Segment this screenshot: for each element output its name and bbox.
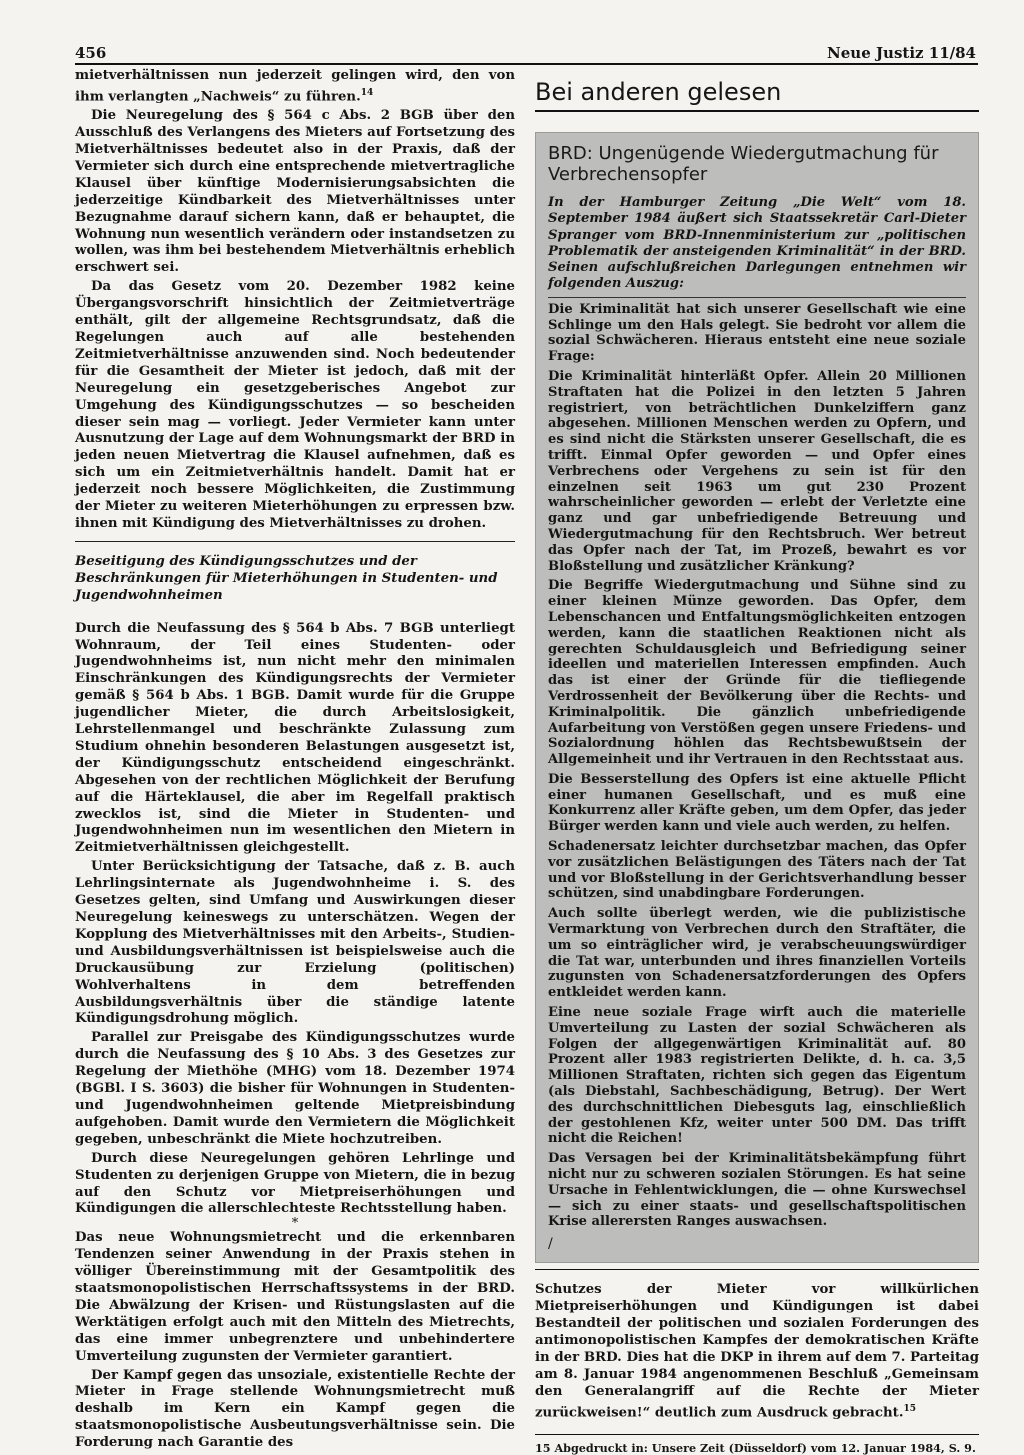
footnote-ref: 15 (903, 1403, 916, 1414)
box-paragraph: Die Kriminalität hinterläßt Opfer. Allein 20 Millionen Straftaten hat die Polizei in den letzten 5 Jahren registriert, von beträchtlichen Dunkelziffern ganz abgesehen. Millionen Menschen werden zu Opfern, und es sind nicht die Stärksten unserer Gesellschaft, die es trifft. Einmal Opfer geworden — und Opfer eines Verbrechens oder Vergehens zu sein ist für den einzelnen seit 1963 um gut 230 Prozent wahrscheinlicher geworden — erlebt der Verletzte eine ganz und gar unbefriedigende Betreuung und Wiedergutmachung für den Rechtsbruch. Wer betreut das Opfer nach der Tat, im Prozeß, bewahrt es vor Bloßstellung und zusätzlicher Kränkung? (548, 368, 966, 574)
section-heading: Beseitigung des Kündigungsschutzes und der Beschränkungen für Mieterhöhungen in Studenten- und Jugendwohnheimen (75, 553, 498, 603)
box-bottom-rule (535, 1269, 979, 1270)
paragraph: Das neue Wohnungsmietrecht und die erkennbaren Tendenzen seiner Anwendung in der Praxis stehen in völliger Übereinstimmung mit der Gesamtpolitik des staatsmonopolistischen Herrschaftssystems in der BRD. Die Abwälzung der Krisen- und Rüstungslasten auf die Werktätigen erfolgt auch mit den Mitteln des Mietrechts, das eine immer unbegrenztere und unbehindertere Umverteilung zugunsten der Vermieter garantiert. (75, 1230, 515, 1364)
left-column (75, 68, 515, 1452)
paragraph: Da das Gesetz vom 20. Dezember 1982 keine Übergangsvorschrift hinsichtlich der Zeitmietverträge enthält, gilt der allgemeine Rechtsgrundsatz, daß die Regelungen auch auf alle bestehenden Zeitmietverhältnisse anzuwenden sind. Noch bedeutender für die Gesamtheit der Mieter ist jedoch, daß mit der Neuregelung ein gesetzgeberisches Angebot zur Umgehung des Kündigungsschutzes — so bescheiden dieser sein mag — vorliegt. Jeder Vermieter kann unter Ausnutzung der Lage auf dem Wohnungsmarkt der BRD in jeden neuen Mietvertrag die Klausel aufnehmen, daß es sich um ein Zeitmietverhältnis handelt. Damit hat er jederzeit noch bessere Möglichkeiten, die Zustimmung der Mieter zu weiteren Mieterhöhungen zu erpressen bzw. ihnen mit Kündigung des Mietverhältnisses zu drohen. (75, 279, 515, 531)
paragraph: Die Neuregelung des § 564 c Abs. 2 BGB über den Ausschluß des Verlangens des Mieters auf Fortsetzung des Mietverhältnisses bedeutet also in der Praxis, daß der Vermieter sich durch eine entsprechende mietvertragliche Klausel über künftige Modernisierungsabsichten die jederzeitige Kündbarkeit des Mietverhältnisses unter Bezugnahme darauf sichern kann, daß er behauptet, die Wohnung nun wesentlich verändern oder instandsetzen zu wollen, was ihm bei bestehendem Mietverhältnis erheblich erschwert sei. (75, 108, 515, 276)
section-rule (75, 541, 515, 542)
right-column (535, 68, 979, 1455)
box-paragraph: Die Besserstellung des Opfers ist eine aktuelle Pflicht einer humanen Gesellschaft, und es muß eine Konkurrenz aller Kräfte geben, um dem Opfer, das jeder Bürger werden kann und viele auch werden, zu helfen. (548, 771, 966, 835)
paragraph-text: Schutzes der Mieter vor willkürlichen Mietpreiserhöhungen und Kündigungen ist dabei Bestandteil der politischen und sozialen Forderungen des antimonopolistischen Kampfes der demokratischen Kräfte in der BRD. Dies hat die DKP in ihrem auf dem 7. Parteitag am 8. Januar 1984 angenommenen Beschluß „Gemeinsam den Generalangriff auf die Rechte der Mieter zurückweisen!“ deutlich zum Ausdruck gebracht. (535, 1282, 979, 1420)
paragraph: Der Kampf gegen das unsoziale, existentielle Rechte der Mieter in Frage stellende Wohnungsmietrecht muß deshalb im Kern ein Kampf gegen die staatsmonopolistische Ausbeutungsverhältnisse sein. Die Forderung nach Garantie des (75, 1367, 515, 1451)
rubric-rule (535, 110, 979, 112)
box-intro-rule (548, 297, 966, 298)
paragraph (535, 1282, 979, 1422)
box-intro: In der Hamburger Zeitung „Die Welt“ vom 18. September 1984 äußert sich Staatssekretär Carl-Dieter Spranger vom BRD-Innenministerium zur „politischen Problematik der ansteigenden Kriminalität“ in der BRD. Seinen aufschlußreichen Darlegungen entnehmen wir folgenden Auszug: (548, 195, 966, 292)
rubric-title: Bei anderen gelesen (535, 78, 782, 106)
separator-asterisk: * (291, 1216, 299, 1232)
page-number: 456 (75, 44, 107, 62)
box-paragraph: Die Begriffe Wiedergutmachung und Sühne sind zu einer kleinen Münze geworden. Das Opfer, dem Lebenschancen und Entfaltungsmöglichkeiten entzogen werden, kann die staatlichen Reaktionen nicht als gerechten Schuldausgleich und Befriedigung seiner ideellen und materiellen Interessen empfinden. Auch das ist einer der Gründe für die tiefliegende Verdrossenheit der Bevölkerung über die Rechts- und Kriminalpolitik. Die gänzlich unbefriedigende Aufarbeitung von Verstößen gegen unsere Friedens- und Sozialordnung höhlen das Rechtsbewußtsein der Allgemeinheit und ihr Vertrauen in den Rechtsstaat aus. (548, 578, 966, 768)
box-paragraph: Schadenersatz leichter durchsetzbar machen, das Opfer vor zusätzlichen Belästigungen des Täters nach der Tat und vor Bloßstellung in der Gerichtsverhandlung besser schützen, sind unabdingbare Forderungen. (548, 839, 966, 902)
paragraph: Durch die Neufassung des § 564 b Abs. 7 BGB unterliegt Wohnraum, der Teil eines Studenten- oder Jugendwohnheims ist, nun nicht mehr den minimalen Einschränkungen des Kündigungsrechts der Vermieter gemäß § 564 b Abs. 1 BGB. Damit wurde für die Gruppe jugendlicher Mieter, die durch Arbeitslosigkeit, Lehrstellenmangel und beschränkte Zulassung zum Studium ohnehin besonderen Belastungen ausgesetzt ist, der Kündigungsschutz entscheidend eingeschränkt. Abgesehen von der rechtlichen Möglichkeit der Berufung auf die Härteklausel, die aber im Regelfall praktisch zwecklos ist, sind die Mieter in Studenten- und Jugendwohnheimen nun im wesentlichen den Mietern in Zeitmietverhältnissen gleichgestellt. (75, 620, 515, 856)
footnote-ref: 14 (360, 87, 374, 98)
quote-box (535, 132, 979, 1263)
paragraph: Parallel zur Preisgabe des Kündigungsschutzes wurde durch die Neufassung des § 10 Abs. 3 des Gesetzes zur Regelung der Miethöhe (MHG) vom 18. Dezember 1974 (BGBl. I S. 3603) die bisher für Wohnungen in Studenten- und Jugendwohnheimen geltende Mietpreisbindung aufgehoben. Damit wurde den Vermietern die Möglichkeit gegeben, unbeschränkt die Miete hochzutreiben. (75, 1030, 515, 1147)
box-paragraph: Das Versagen bei der Kriminalitätsbekämpfung führt nicht nur zu schweren sozialen Störungen. Es hat seine Ursache in Fehlentwicklungen, die — ohne Kurswechsel — sich zu einer staats- und gesellschaftspolitischen Krise allerersten Ranges auswachsen. (548, 1151, 966, 1230)
paragraph: Unter Berücksichtigung der Tatsache, daß z. B. auch Lehrlingsinternate als Jugendwohnheime i. S. des Gesetzes gelten, sind Umfang und Auswirkungen dieser Neuregelung keineswegs zu unterschätzen. Wegen der Kopplung des Mietverhältnisses mit den Arbeits-, Studien- und Ausbildungsverhältnissen ist beispielsweise auch die Druckausübung zur Erzielung (politischen) Wohlverhaltens in dem betreffenden Ausbildungsverhältnis über die ständige latente Kündigungsdrohung möglich. (75, 859, 515, 1027)
paragraph-text: mietverhältnissen nun jederzeit gelingen wird, den von ihm verlangten „Nachweis“ zu führen. (75, 68, 515, 105)
header-rule (75, 63, 978, 65)
box-paragraph: Auch sollte überlegt werden, wie die publizistische Vermarktung von Verbrechen durch den Straftäter, die um so einträglicher wird, je verabscheuungswürdiger die Tat war, unterbunden und ihres finanziellen Vorteils zugunsten von Schadenersatzforderungen des Opfers entkleidet werden kann. (548, 906, 966, 1001)
box-mark: / (548, 1236, 553, 1253)
journal-issue: Neue Justiz 11/84 (827, 44, 976, 62)
footnote-rule (535, 1434, 979, 1435)
box-title: BRD: Ungenügende Wiedergutmachung für Verbrechensopfer (548, 143, 939, 185)
footnote: 15 Abgedruckt in: Unsere Zeit (Düsseldorf) vom 12. Januar 1984, S. 9. (535, 1440, 976, 1455)
box-paragraph: Eine neue soziale Frage wirft auch die materielle Umverteilung zu Lasten der sozial Schwächeren als Folgen der allgegenwärtigen Kriminalität auf. 80 Prozent aller 1983 registrierten Delikte, d. h. ca. 3,5 Millionen Straftaten, richten sich gegen das Eigentum (als Diebstahl, Sachbeschädigung, Betrug). Der Wert des durchschnittlichen Diebesguts lag, einschließlich der gestohlenen Kfz, weiter unter 500 DM. Das trifft nicht die Reichen! (548, 1005, 966, 1147)
box-paragraph: Die Kriminalität hat sich unserer Gesellschaft wie eine Schlinge um den Hals gelegt. Sie bedroht vor allem die sozial Schwächeren. Hieraus entsteht eine neue soziale Frage: (548, 301, 966, 365)
paragraph (75, 68, 515, 106)
paragraph: Durch diese Neuregelungen gehören Lehrlinge und Studenten zu derjenigen Gruppe von Mietern, die in bezug auf den Schutz vor Mietpreiserhöhungen und Kündigungen die allerschlechteste Rechtsstellung haben. (75, 1150, 515, 1217)
